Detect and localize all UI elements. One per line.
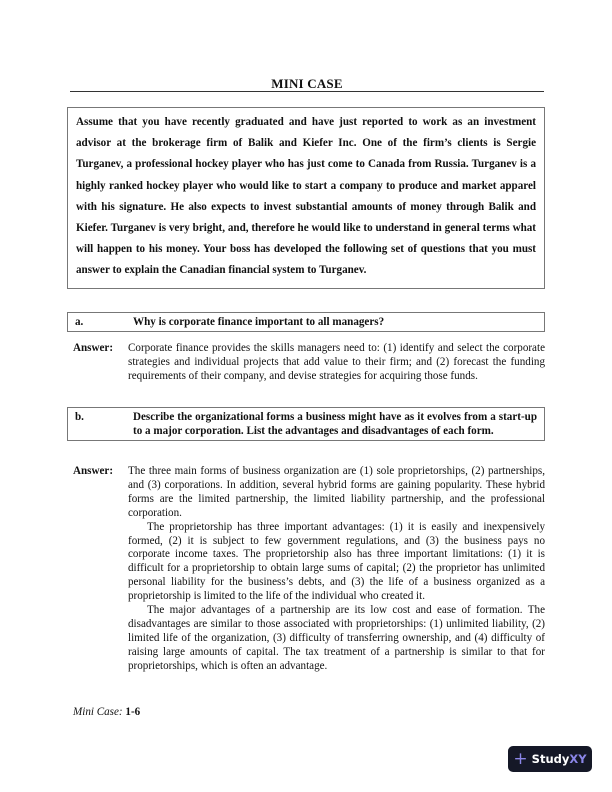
brand-main: Study [531, 752, 570, 766]
page-footer [73, 706, 140, 718]
question-text: Describe the organizational forms a business might have as it evolves from a start-up to a major corporation. List the advantages and disadvantages of each form. [133, 411, 537, 437]
studyxy-badge[interactable] [508, 746, 592, 772]
plus-icon: + [513, 748, 528, 769]
title-rule [70, 91, 544, 92]
question-label: a. [75, 316, 84, 328]
footer-label: Mini Case: [73, 706, 123, 718]
question-label: b. [75, 411, 84, 423]
footer-page-number: 1-6 [125, 706, 141, 718]
answer-paragraph: The three main forms of business organization are (1) sole proprietorships, (2) partnerships, and (3) corporations. In addition, several hybrid forms are gaining popularity. These hybrid forms are the limited partnership, the limited liability partnership, and the professional corporation. [128, 465, 545, 519]
answer-a [73, 342, 545, 384]
case-intro-box: Assume that you have recently graduated and have just reported to work as an investment advisor at the brokerage firm of Balik and Kiefer Inc. One of the firm’s clients is Sergie Turganev, a professional hockey player who has just come to Canada from Russia. Turganev is a highly ranked hockey player who would like to start a company to produce and market apparel with his signature. He also expects to invest substantial amounts of money through Balik and Kiefer. Turganev is very bright, and, therefore he would like to understand in general terms what will happen to his money. Your boss has developed the following set of questions that you must answer to explain the Canadian financial system to Turganev. [67, 107, 545, 289]
answer-label: Answer: [73, 465, 114, 477]
page-title: MINI CASE [271, 76, 343, 91]
answer-paragraph: Corporate finance provides the skills managers need to: (1) identify and select the corporate strategies and individual projects that add value to their firm; and (2) forecast the funding requirements of their company, and devise strategies for acquiring those funds. [128, 342, 545, 382]
answer-label: Answer: [73, 342, 114, 354]
question-text: Why is corporate finance important to all managers? [133, 316, 385, 328]
answer-b [73, 465, 545, 674]
question-b-box [67, 407, 545, 441]
brand-accent: XY [569, 752, 587, 766]
question-a-box [67, 312, 545, 332]
answer-paragraph: The major advantages of a partnership are its low cost and ease of formation. The disadvantages are similar to those associated with proprietorships: (1) unlimited liability, (2) limited life of the organization, (3) difficulty of transferring ownership, and (4) difficulty of raising large amounts of capital. The tax treatment of a partnership is similar to that for proprietorships, which is often an advantage. [128, 604, 545, 672]
answer-paragraph: The proprietorship has three important advantages: (1) it is easily and inexpensively formed, (2) it is subject to few government regulations, and (3) the business pays no corporate income taxes. The proprietorship also has three important limitations: (1) it is difficult for a proprietorship to obtain large sums of capital; (2) the proprietor has unlimited personal liability for the business’s debts, and (3) the life of a business organized as a proprietorship is limited to the life of the individual who created it. [128, 520, 545, 603]
